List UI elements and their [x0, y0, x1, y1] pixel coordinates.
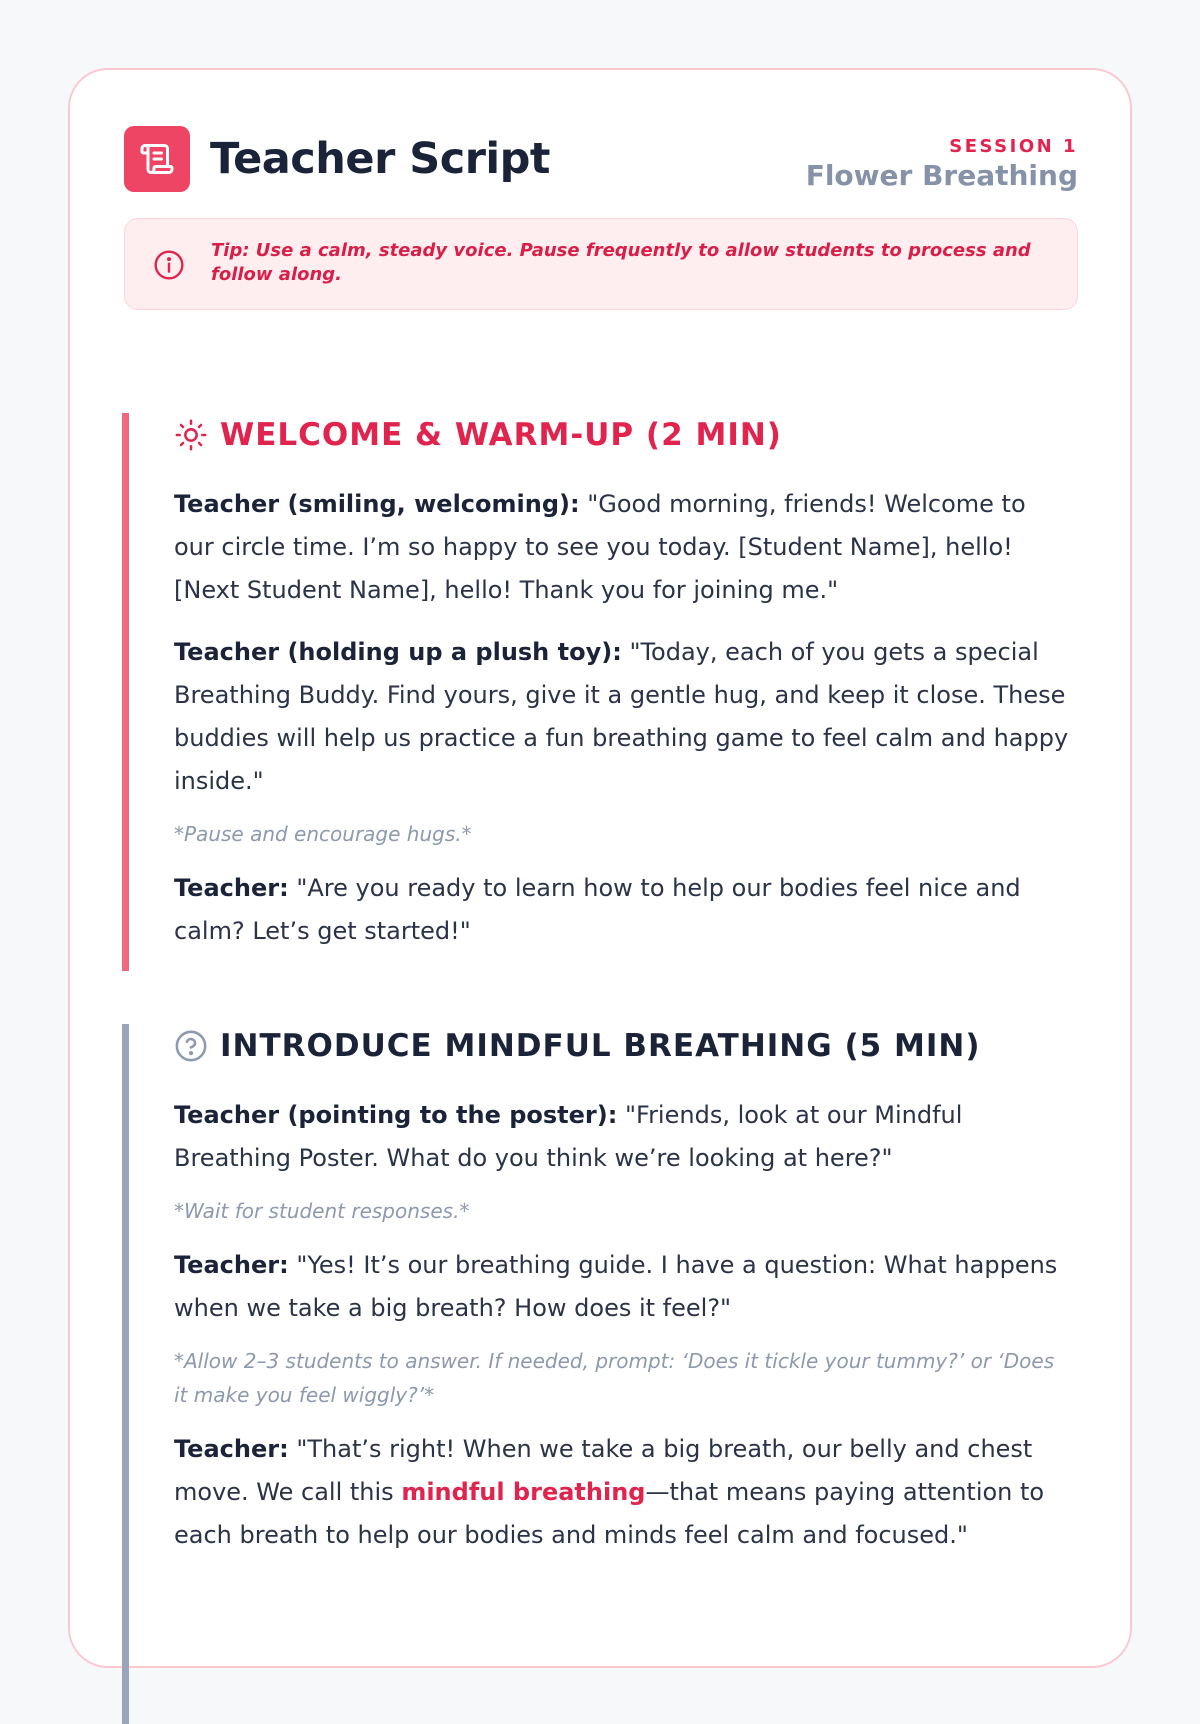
session-name: Flower Breathing: [805, 159, 1078, 192]
speaker-label: Teacher:: [174, 874, 289, 902]
question-icon: [174, 1029, 208, 1063]
dialogue-text: "Good morning, friends! Welcome to our circle time. I’m so happy to see you today. [Student Name], hello! [Next Student Name], hello! Thank you for joining me.": [174, 490, 1026, 604]
dialogue-text: —that means paying attention to each breath to help our bodies and minds feel calm and focused.": [174, 1478, 1045, 1549]
speaker-label: Teacher (smiling, welcoming):: [174, 490, 580, 518]
info-icon: [153, 249, 185, 281]
dialogue-text: "Yes! It’s our breathing guide. I have a question: What happens when we take a big breath? How does it feel?": [174, 1251, 1058, 1322]
stage-direction: *Pause and encourage hugs.*: [174, 822, 472, 846]
script-paragraph: [174, 483, 1072, 612]
dialogue-text: "Are you ready to learn how to help our bodies feel nice and calm? Let’s get started!": [174, 874, 1021, 945]
stage-direction: *Wait for student responses.*: [174, 1199, 470, 1223]
script-paragraph: [174, 867, 1072, 953]
dialogue-text: "That’s right! When we take a big breath, our belly and chest move. We call this: [174, 1435, 1033, 1506]
script-card: [68, 68, 1132, 1668]
section-introduce-breathing: [122, 1024, 1072, 1724]
script-paragraph: [174, 1094, 1072, 1180]
dialogue-text: "Today, each of you gets a special Breathing Buddy. Find yours, give it a gentle hug, and keep it close. These buddies will help us practice a fun breathing game to feel calm and happy inside.": [174, 638, 1069, 795]
section-header: [174, 1024, 1072, 1068]
tip-text: Tip: Use a calm, steady voice. Pause frequently to allow students to process and follow along.: [211, 240, 1031, 285]
session-info: [806, 136, 1078, 194]
page-title: Teacher Script: [210, 134, 550, 184]
stage-direction: *Allow 2–3 students to answer. If needed, prompt: ‘Does it tickle your tummy?’ or ‘Does it make you feel wiggly?’*: [174, 1349, 1055, 1407]
speaker-label: Teacher:: [174, 1251, 289, 1279]
section-title: WELCOME & WARM-UP (2 MIN): [220, 417, 782, 453]
highlighted-term: mindful breathing: [401, 1478, 646, 1506]
section-welcome: [122, 413, 1072, 971]
speaker-label: Teacher:: [174, 1435, 289, 1463]
section-header: [174, 413, 1072, 457]
header: [124, 126, 1078, 196]
script-paragraph: [174, 1244, 1072, 1330]
scroll-icon: [124, 126, 190, 192]
session-label: SESSION 1: [949, 136, 1078, 157]
dialogue-text: "Friends, look at our Mindful Breathing Poster. What do you think we’re looking at here?": [174, 1101, 963, 1172]
section-title: INTRODUCE MINDFUL BREATHING (5 MIN): [220, 1028, 981, 1064]
script-paragraph: [174, 631, 1072, 803]
tip-banner: [124, 218, 1078, 310]
sun-icon: [174, 418, 208, 452]
speaker-label: Teacher (holding up a plush toy):: [174, 638, 622, 666]
script-paragraph: [174, 1428, 1072, 1557]
speaker-label: Teacher (pointing to the poster):: [174, 1101, 618, 1129]
